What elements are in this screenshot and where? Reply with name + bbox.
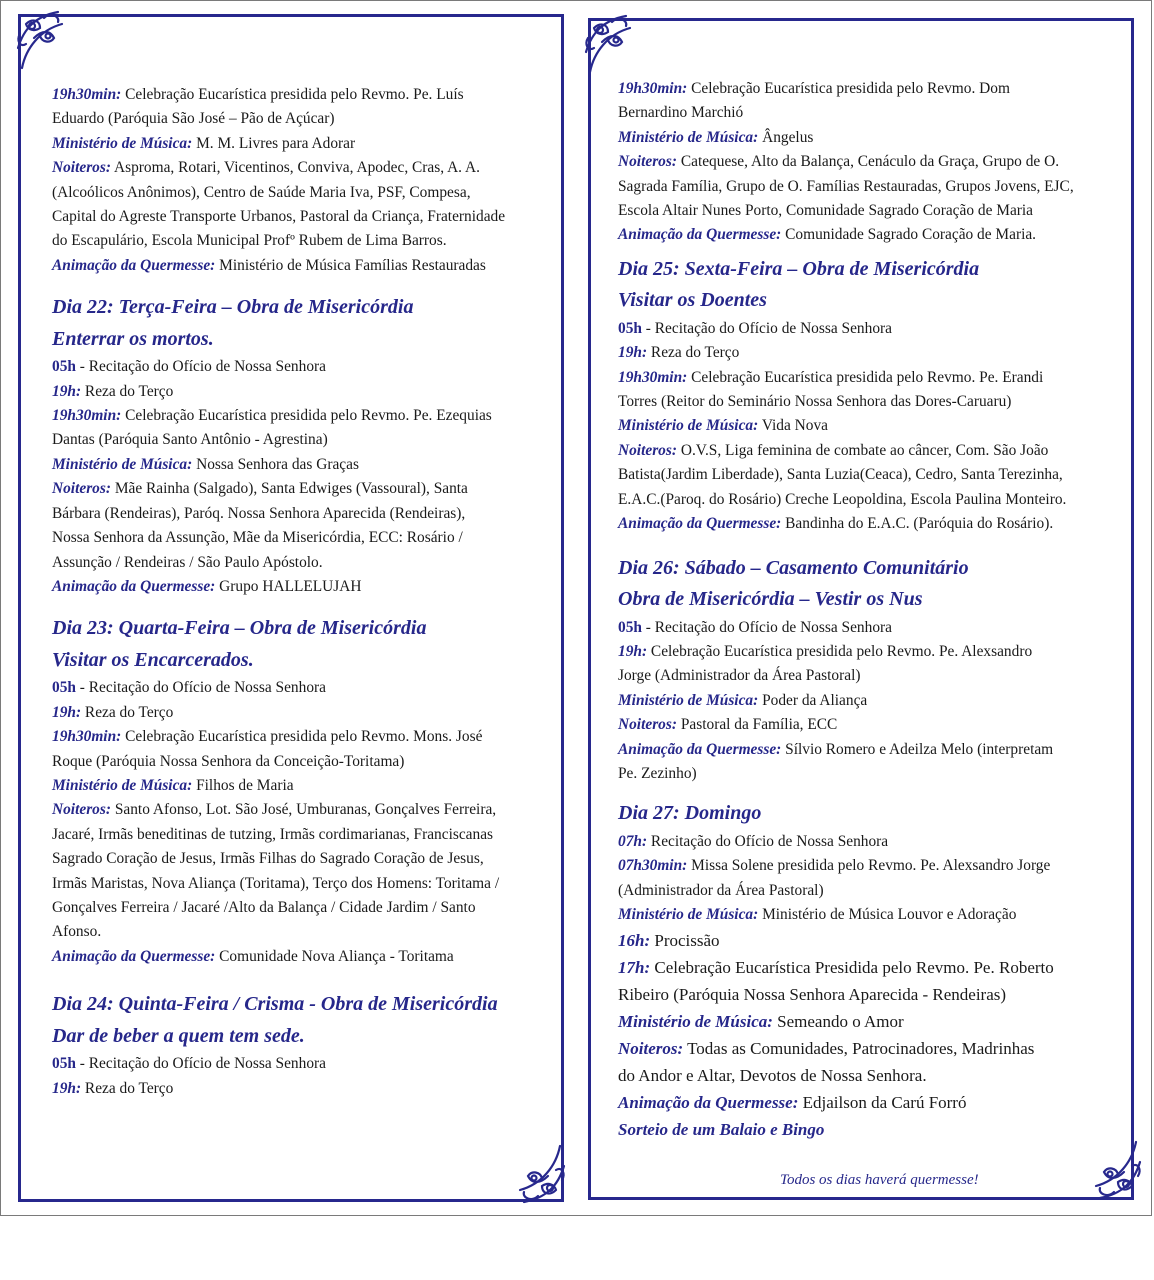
d23-musica: Ministério de Música: Filhos de Maria	[52, 776, 294, 794]
d22-noiteros-cont: Assunção / Rendeiras / São Paulo Apóstolo.	[52, 553, 323, 571]
d24-subtitle: Dar de beber a quem tem sede.	[52, 1024, 305, 1047]
d24-quermesse: Animação da Quermesse: Comunidade Sagrado Coração de Maria.	[618, 226, 1037, 244]
d27-noiteros: Noiteros: Todas as Comunidades, Patrocinadores, Madrinhas	[618, 1039, 1035, 1059]
d25-noiteros-cont: E.A.C.(Paroq. do Rosário) Creche Leopoldina, Escola Paulina Monteiro.	[618, 490, 1067, 508]
d22-subtitle: Enterrar os mortos.	[52, 327, 214, 350]
d27-missa: 07h30min: Missa Solene presidida pelo Revmo. Pe. Alexsandro Jorge	[618, 857, 1051, 875]
d21-quermesse: Animação da Quermesse: Ministério de Música Famílias Restauradas	[52, 256, 486, 274]
d23-quermesse: Animação da Quermesse: Comunidade Nova Aliança - Toritama	[52, 947, 454, 965]
d22-celebracao: 19h30min: Celebração Eucarística presidida pelo Revmo. Pe. Ezequias	[52, 407, 492, 425]
d26-quermesse: Animação da Quermesse: Sílvio Romero e Adeilza Melo (interpretam	[618, 740, 1054, 758]
d24-noiteros-cont: Escola Altair Nunes Porto, Comunidade Sagrado Coração de Maria	[618, 202, 1034, 220]
d23-noiteros-cont: Gonçalves Ferreira / Jacaré /Alto da Balança / Cidade Jardim / Santo	[52, 898, 476, 916]
d22-musica: Ministério de Música: Nossa Senhora das Graças	[52, 455, 359, 473]
d22-noiteros-cont: Nossa Senhora da Assunção, Mãe da Misericórdia, ECC: Rosário /	[52, 529, 463, 547]
d23-celebracao-cont: Roque (Paróquia Nossa Senhora da Conceição-Toritama)	[52, 752, 405, 770]
d23-noiteros: Noiteros: Santo Afonso, Lot. São José, Umburanas, Gonçalves Ferreira,	[52, 801, 497, 819]
d25-musica: Ministério de Música: Vida Nova	[618, 417, 828, 435]
d21-noiteros: Noiteros: Asproma, Rotari, Vicentinos, Conviva, Apodec, Cras, A. A.	[52, 159, 480, 177]
d23-oficio: 05h - Recitação do Ofício de Nossa Senhora	[52, 679, 326, 697]
d22-celebracao-cont: Dantas (Paróquia Santo Antônio - Agrestina)	[52, 431, 328, 449]
d25-terco: 19h: Reza do Terço	[618, 344, 740, 362]
d26-musica: Ministério de Música: Poder da Aliança	[618, 691, 868, 709]
d22-noiteros: Noiteros: Mãe Rainha (Salgado), Santa Edwiges (Vassoural), Santa	[52, 480, 468, 498]
d23-celebracao: 19h30min: Celebração Eucarística presidida pelo Revmo. Mons. José	[52, 728, 483, 746]
d27-missa-cont: (Administrador da Área Pastoral)	[618, 881, 824, 899]
floral-ornament-icon	[488, 1126, 568, 1206]
d23-noiteros-cont: Sagrado Coração de Jesus, Irmãs Filhas do Sagrado Coração de Jesus,	[52, 850, 484, 868]
d27-procissao: 16h: Procissão	[618, 931, 720, 951]
d22-quermesse: Animação da Quermesse: Grupo HALLELUJAH	[52, 577, 362, 595]
d27-quermesse: Animação da Quermesse: Edjailson da Carú Forró	[618, 1093, 967, 1113]
d24-title: Dia 24: Quinta-Feira / Crisma - Obra de Misericórdia	[52, 993, 498, 1016]
d24-oficio: 05h - Recitação do Ofício de Nossa Senhora	[52, 1055, 326, 1073]
right-column	[618, 77, 1074, 1143]
d26-celebracao-cont: Jorge (Administrador da Área Pastoral)	[618, 667, 861, 685]
d24-noiteros: Noiteros: Catequese, Alto da Balança, Cenáculo da Graça, Grupo de O.	[618, 153, 1060, 171]
d24-terco: 19h: Reza do Terço	[52, 1079, 174, 1097]
d26-noiteros: Noiteros: Pastoral da Família, ECC	[618, 716, 838, 734]
d22-terco: 19h: Reza do Terço	[52, 382, 174, 400]
d27-noiteros-cont: do Andor e Altar, Devotos de Nossa Senhora.	[618, 1066, 927, 1086]
d25-noiteros-cont: Batista(Jardim Liberdade), Santa Luzia(Ceaca), Cedro, Santa Terezinha,	[618, 466, 1063, 484]
d25-quermesse: Animação da Quermesse: Bandinha do E.A.C. (Paróquia do Rosário).	[618, 515, 1054, 533]
d26-title: Dia 26: Sábado – Casamento Comunitário	[618, 556, 969, 579]
d27-musica-2: Ministério de Música: Semeando o Amor	[618, 1012, 904, 1032]
d24-musica: Ministério de Música: Ângelus	[618, 128, 814, 146]
d24-celebracao: 19h30min: Celebração Eucarística presidida pelo Revmo. Dom	[618, 80, 1010, 97]
floral-ornament-icon	[1064, 1122, 1144, 1202]
d25-title: Dia 25: Sexta-Feira – Obra de Misericórdia	[618, 257, 980, 280]
d25-celebracao-cont: Torres (Reitor do Seminário Nossa Senhora das Dores-Caruaru)	[618, 393, 1012, 411]
d27-title: Dia 27: Domingo	[618, 802, 762, 825]
d23-terco: 19h: Reza do Terço	[52, 703, 174, 721]
d25-oficio: 05h - Recitação do Ofício de Nossa Senhora	[618, 319, 892, 337]
d22-oficio: 05h - Recitação do Ofício de Nossa Senhora	[52, 358, 326, 376]
d22-noiteros-cont: Bárbara (Rendeiras), Paróq. Nossa Senhora Aparecida (Rendeiras),	[52, 504, 466, 522]
d26-subtitle: Obra de Misericórdia – Vestir os Nus	[618, 588, 923, 610]
d21-noiteros-cont: do Escapulário, Escola Municipal Profº Rubem de Lima Barros.	[52, 232, 447, 250]
d23-title: Dia 23: Quarta-Feira – Obra de Misericórdia	[52, 617, 427, 640]
d26-celebracao: 19h: Celebração Eucarística presidida pelo Revmo. Pe. Alexsandro	[618, 642, 1033, 660]
d25-noiteros: Noiteros: O.V.S, Liga feminina de combate ao câncer, Com. São João	[618, 441, 1049, 459]
d22-title: Dia 22: Terça-Feira – Obra de Misericórdia	[52, 296, 414, 319]
d21-noiteros-cont: (Alcoólicos Anônimos), Centro de Saúde Maria Iva, PSF, Compesa,	[52, 183, 471, 201]
d21-noiteros-cont: Capital do Agreste Transporte Urbanos, Pastoral da Criança, Fraternidade	[52, 208, 506, 226]
d24-noiteros-cont: Sagrada Família, Grupo de O. Famílias Restauradas, Grupos Jovens, EJC,	[618, 177, 1074, 195]
d21-musica: Ministério de Música: M. M. Livres para Adorar	[52, 134, 356, 152]
d26-oficio: 05h - Recitação do Ofício de Nossa Senhora	[618, 618, 892, 636]
d25-celebracao: 19h30min: Celebração Eucarística presidida pelo Revmo. Pe. Erandi	[618, 368, 1044, 386]
d26-quermesse-cont: Pe. Zezinho)	[618, 764, 697, 782]
footer-note: Todos os dias haverá quermesse!	[780, 1172, 979, 1188]
d24-celebracao-cont: Bernardino Marchió	[618, 104, 744, 122]
d27-musica-1: Ministério de Música: Ministério de Música Louvor e Adoração	[618, 906, 1017, 924]
d27-celebracao-cont: Ribeiro (Paróquia Nossa Senhora Aparecida - Rendeiras)	[618, 985, 1007, 1005]
d21-celebracao: 19h30min: Celebração Eucarística presidida pelo Revmo. Pe. Luís	[52, 86, 464, 103]
d27-oficio: 07h: Recitação do Ofício de Nossa Senhora	[618, 832, 889, 850]
d23-noiteros-cont: Afonso.	[52, 923, 102, 941]
floral-ornament-icon	[14, 8, 94, 88]
d27-sorteio: Sorteio de um Balaio e Bingo	[618, 1120, 825, 1140]
d23-noiteros-cont: Jacaré, Irmãs beneditinas de tutzing, Irmãs cordimarianas, Franciscanas	[52, 825, 494, 843]
d27-celebracao: 17h: Celebração Eucarística Presidida pelo Revmo. Pe. Roberto	[618, 958, 1054, 978]
left-column	[52, 83, 505, 1101]
d25-subtitle: Visitar os Doentes	[618, 289, 767, 312]
d23-subtitle: Visitar os Encarcerados.	[52, 648, 254, 671]
d21-celebracao-cont: Eduardo (Paróquia São José – Pão de Açúcar)	[52, 110, 335, 128]
d23-noiteros-cont: Irmãs Maristas, Nova Aliança (Toritama), Terço dos Homens: Toritama /	[52, 874, 500, 892]
